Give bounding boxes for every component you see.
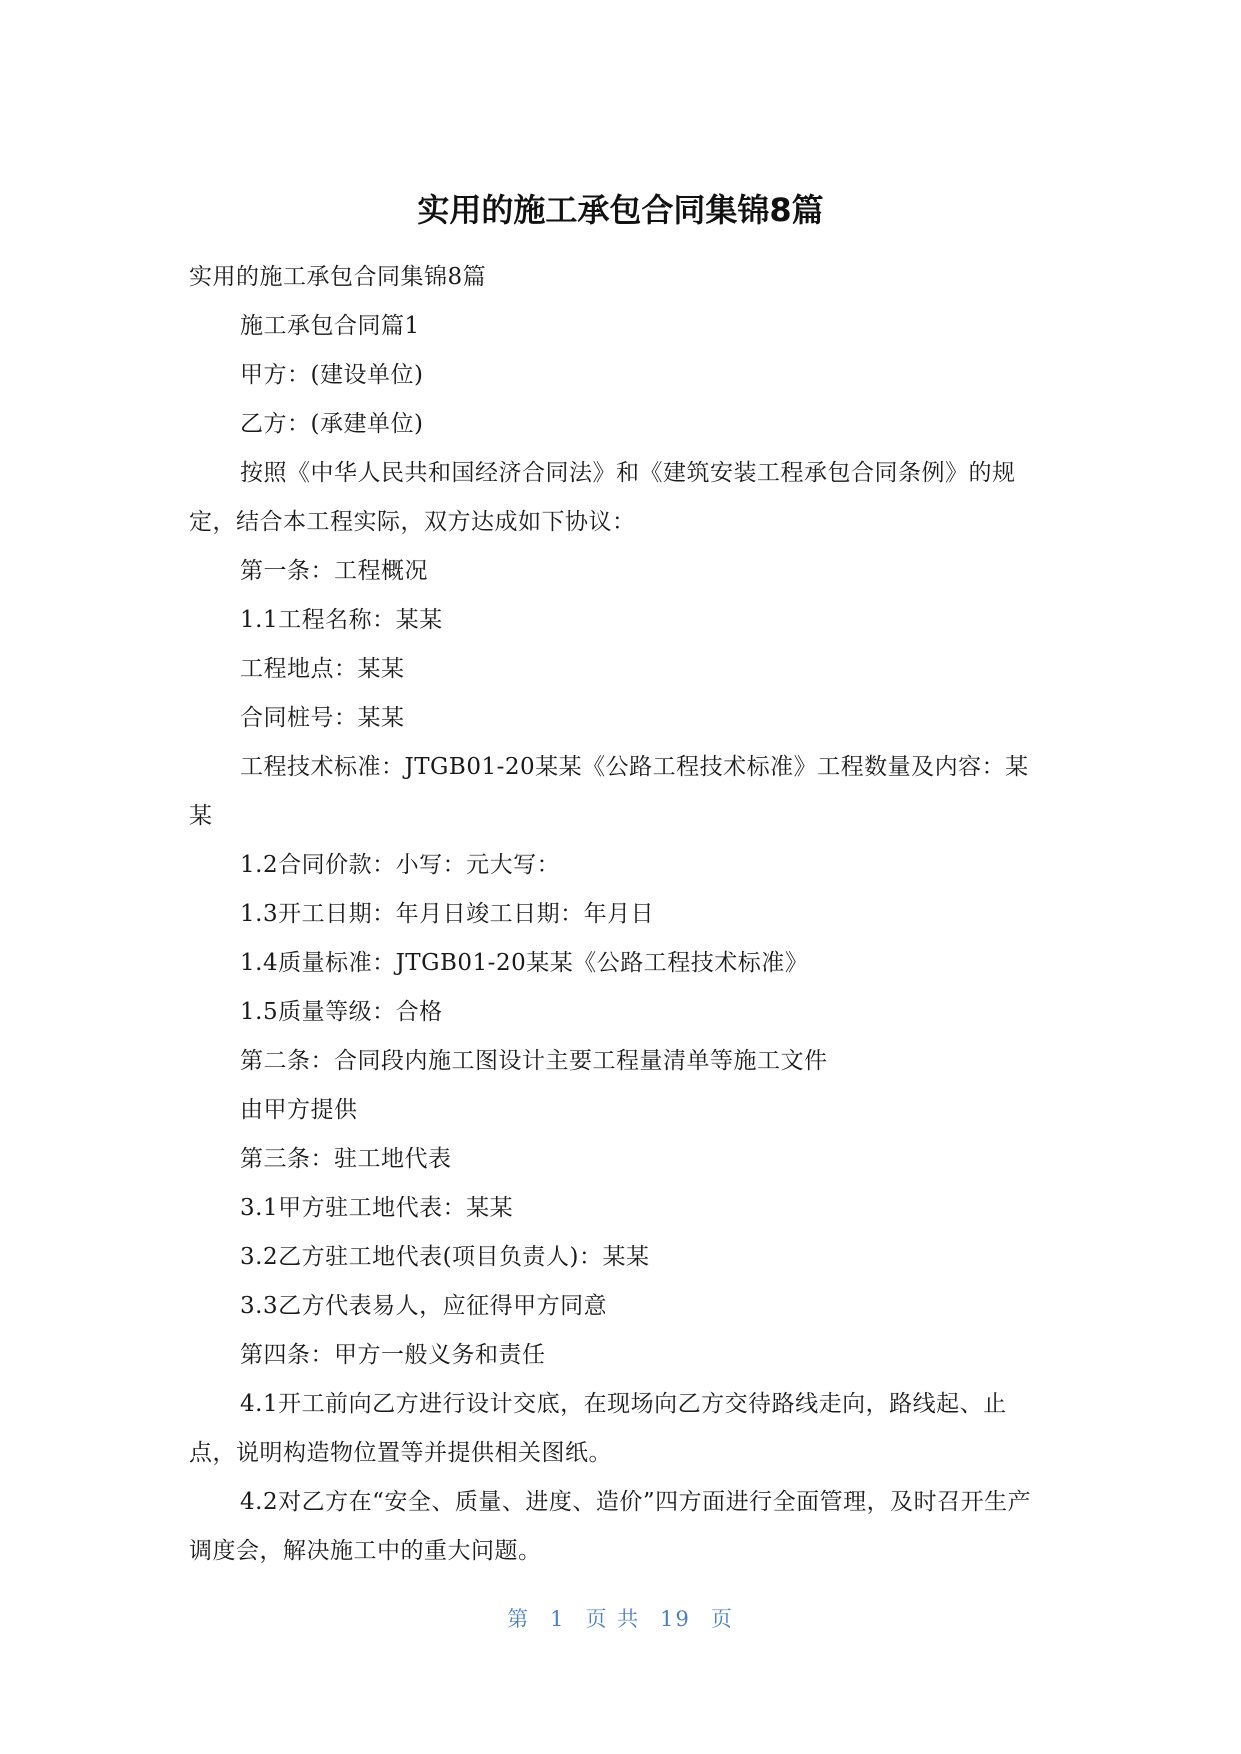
page-label-prefix: 第 [507, 1607, 531, 1631]
paragraph: 第一条：工程概况 [240, 558, 428, 584]
paragraph: 第二条：合同段内施工图设计主要工程量清单等施工文件 [240, 1048, 828, 1074]
paragraph: 乙方：(承建单位) [240, 411, 424, 437]
paragraph: 工程技术标准：JTGB01-20某某《公路工程技术标准》工程数量及内容：某某 [189, 754, 1029, 829]
page-footer [0, 1604, 1241, 1634]
page-label-suffix: 页 [710, 1607, 734, 1631]
document-body [189, 253, 1049, 1576]
paragraph: 第三条：驻工地代表 [240, 1146, 452, 1172]
document-title: 实用的施工承包合同集锦8篇 [417, 191, 824, 229]
paragraph: 由甲方提供 [240, 1097, 358, 1123]
paragraph: 按照《中华人民共和国经济合同法》和《建筑安装工程承包合同条例》的规定，结合本工程实际，双方达成如下协议： [189, 460, 1016, 535]
paragraph: 3.3乙方代表易人，应征得甲方同意 [240, 1293, 608, 1319]
paragraph: 1.1工程名称：某某 [240, 607, 443, 633]
paragraph: 4.2对乙方在“安全、质量、进度、造价”四方面进行全面管理，及时召开生产调度会，解决施工中的重大问题。 [189, 1489, 1032, 1564]
paragraph: 3.1甲方驻工地代表：某某 [240, 1195, 514, 1221]
paragraph: 1.3开工日期：年月日竣工日期：年月日 [240, 901, 655, 927]
paragraph: 实用的施工承包合同集锦8篇 [189, 264, 487, 290]
paragraph: 3.2乙方驻工地代表(项目负责人)：某某 [240, 1244, 650, 1270]
paragraph: 第四条：甲方一般义务和责任 [240, 1342, 546, 1368]
paragraph: 工程地点：某某 [240, 656, 405, 682]
total-pages-number: 19 [660, 1607, 691, 1631]
paragraph: 甲方：(建设单位) [240, 362, 424, 388]
paragraph: 1.4质量标准：JTGB01-20某某《公路工程技术标准》 [240, 950, 809, 976]
current-page-number: 1 [550, 1607, 566, 1631]
page-label-mid: 页 共 [585, 1607, 641, 1631]
paragraph: 4.1开工前向乙方进行设计交底，在现场向乙方交待路线走向，路线起、止点，说明构造物位置等并提供相关图纸。 [189, 1391, 1007, 1466]
paragraph: 1.5质量等级：合格 [240, 999, 443, 1025]
paragraph: 合同桩号：某某 [240, 705, 405, 731]
paragraph: 1.2合同价款：小写：元大写： [240, 852, 561, 878]
paragraph: 施工承包合同篇1 [240, 313, 420, 339]
